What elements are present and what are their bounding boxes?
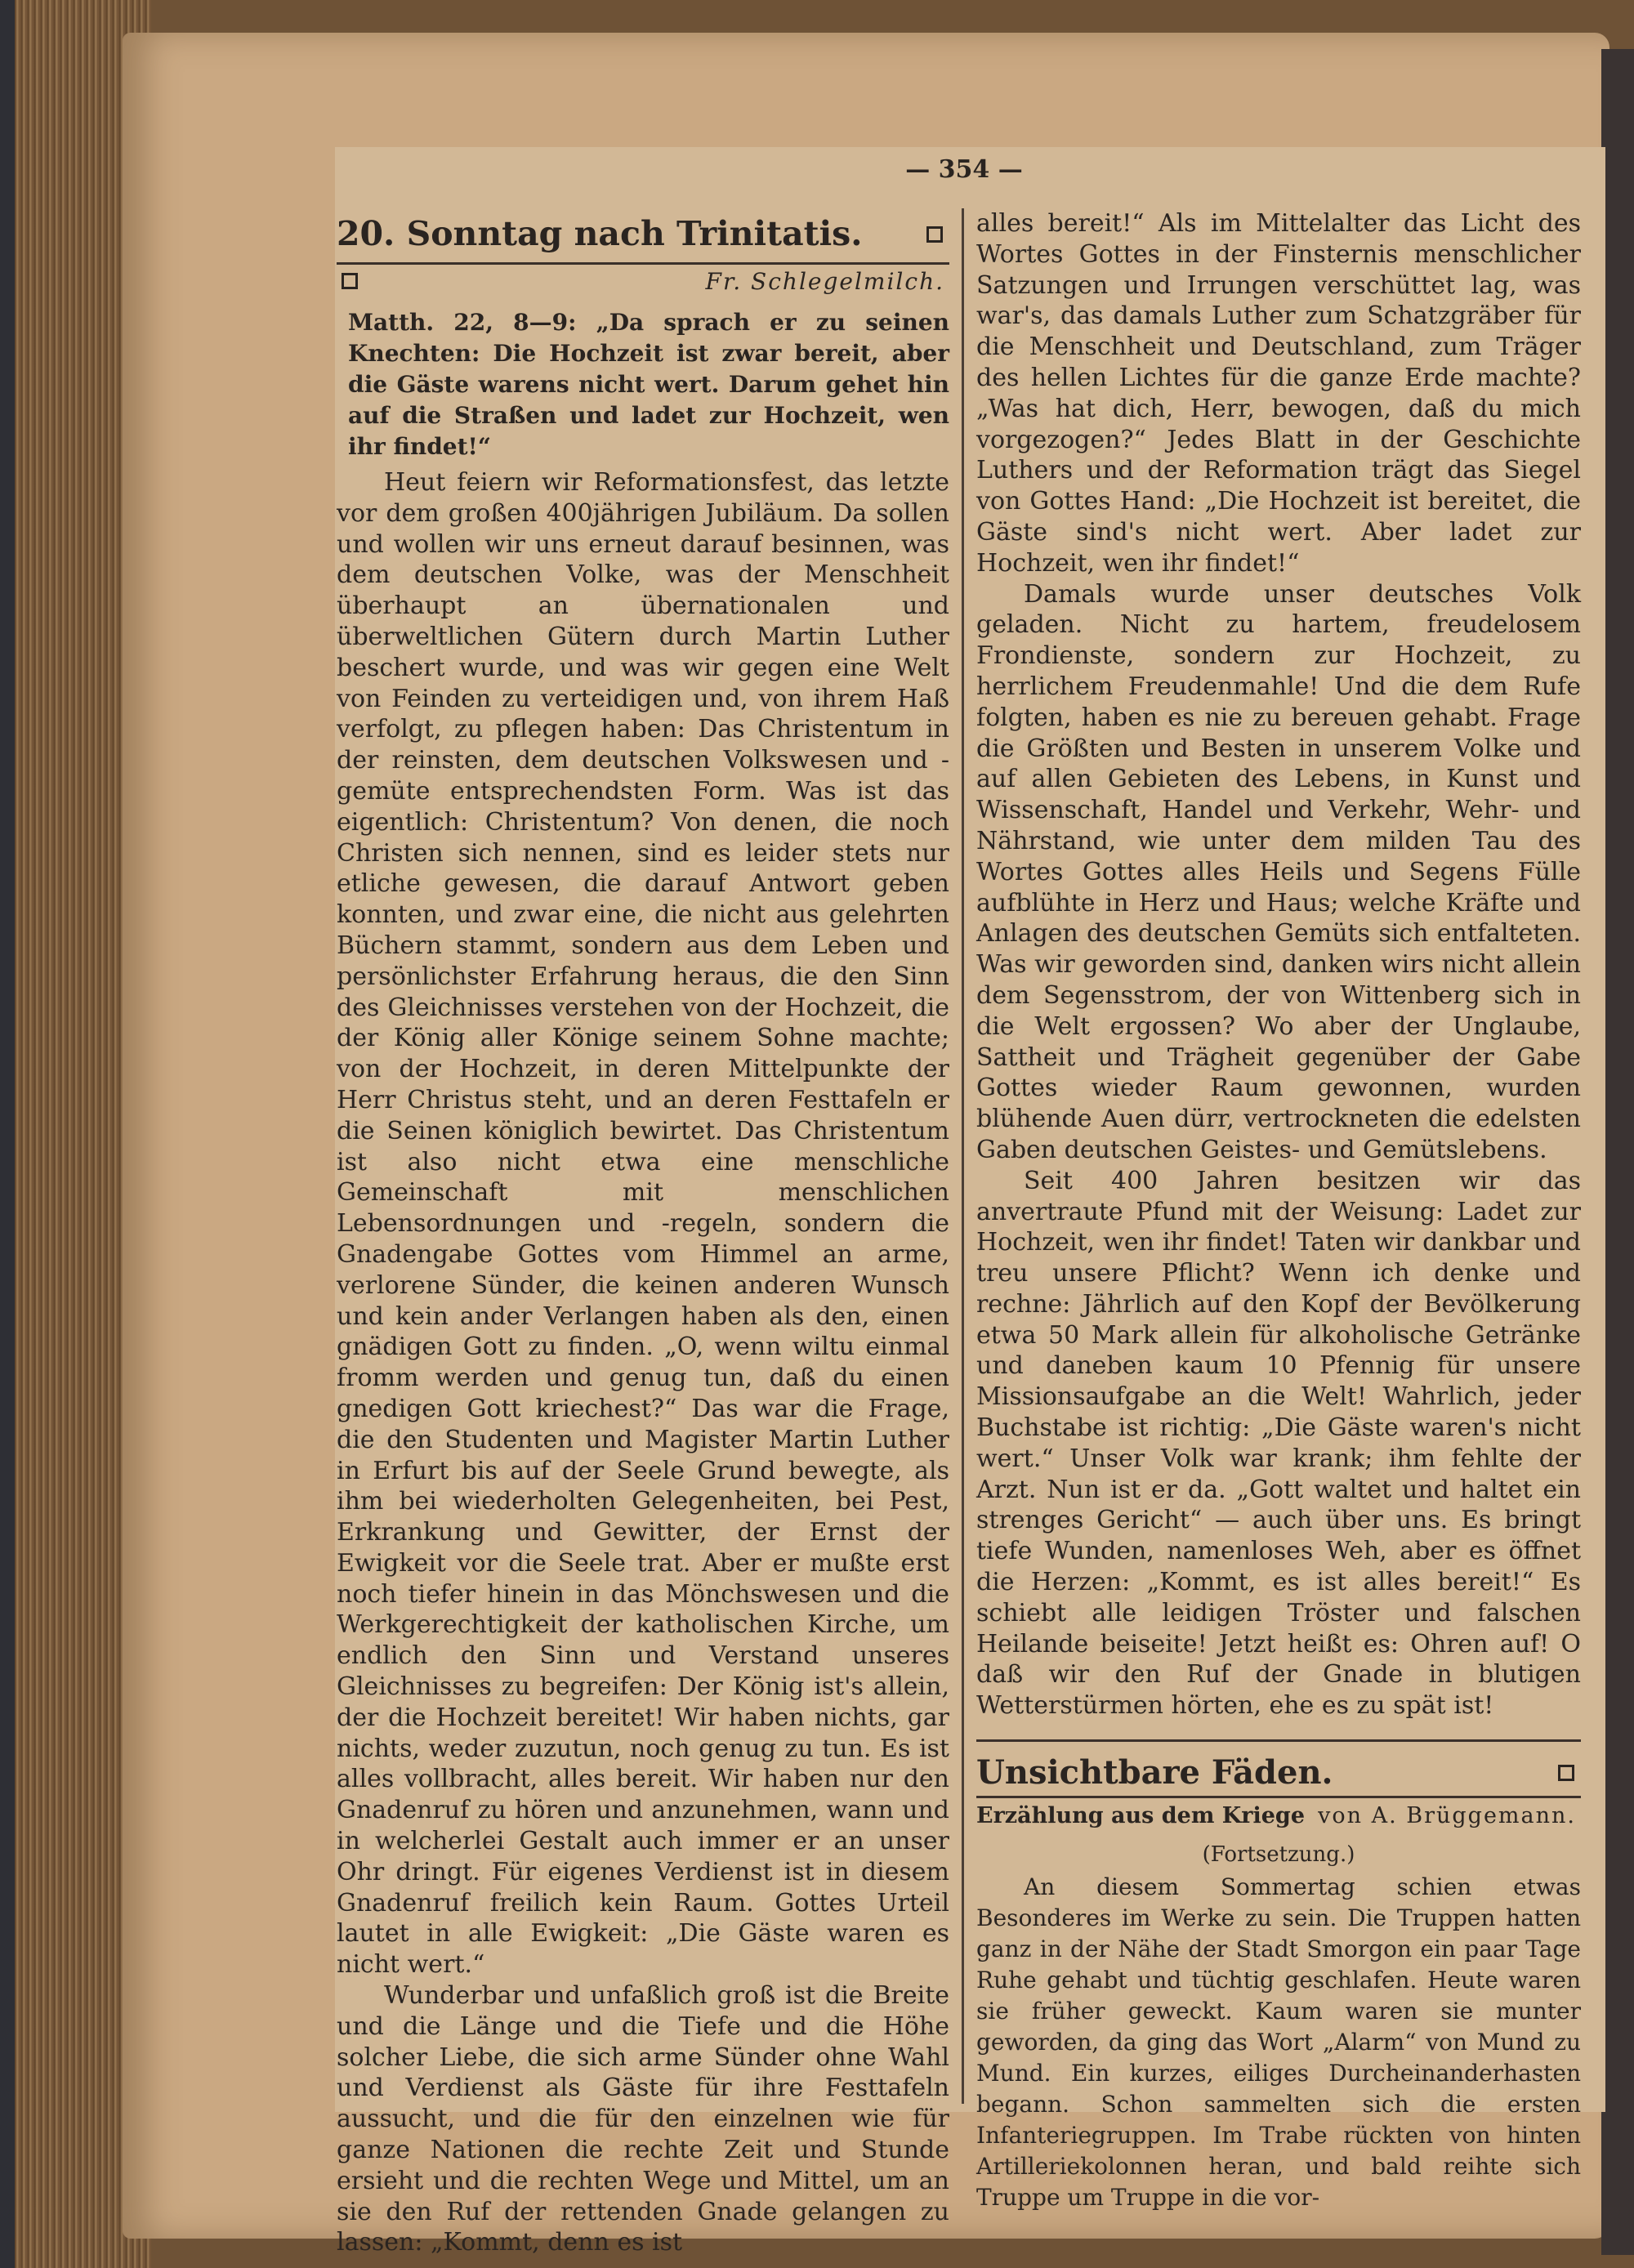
facing-page-edge	[1601, 49, 1634, 2255]
story-title: Unsichtbare Fäden.	[976, 1753, 1333, 1793]
scripture-quote: Matth. 22, 8—9: „Da sprach er zu seinen Knechten: Die Hochzeit ist zwar bereit, aber die Gäste warens nicht wert. Darum gehet hin auf die Straßen und ladet zur Hochzeit, wen ihr findet!“	[348, 309, 949, 460]
story-subtitle: Erzählung aus dem Kriege	[976, 1803, 1305, 1829]
page-number: — 354 —	[905, 155, 1023, 184]
ornament-square-icon	[926, 226, 943, 243]
column-divider	[962, 208, 964, 2104]
story-author: von A. Brüggemann.	[1318, 1803, 1576, 1829]
author-row	[337, 268, 949, 301]
paragraph: Heut feiern wir Reformationsfest, das letzte vor dem großen 400jährigen Jubiläum. Da sollen und wollen wir uns erneut darauf besinnen, was dem deutschen Volke, was der Menschheit überhaupt an übernationalen und überweltlichen Gütern durch Martin Luther beschert wurde, und was wir gegen eine Welt von Feinden zu verteidigen und, von ihrem Haß verfolgt, zu pflegen haben: Das Christentum in der reinsten, dem deutschen Volkswesen und -gemüte entsprechendsten Form. Was ist das eigentlich: Christentum? Von denen, die noch Christen sich nennen, sind es leider stets nur etliche gewesen, die darauf Antwort geben konnten, und zwar eine, die nicht aus gelehrten Büchern stammt, sondern aus dem Leben und persönlichster Erfahrung heraus, die den Sinn des Gleichnisses verstehen von der Hochzeit, die der König aller Könige seinem Sohne machte; von der Hochzeit, in deren Mittelpunkte der Herr Christus steht, und an deren Festtafeln er die Seinen königlich bewirtet. Das Christentum ist also nicht etwa eine menschliche Gemeinschaft mit menschlichen Lebensordnungen und -regeln, sondern die Gnadengabe Gottes vom Himmel an arme, verlorene Sünder, die keinen anderen Wunsch und kein ander Verlangen haben als den, einen gnädigen Gott zu finden. „O, wenn wiltu einmal fromm werden und genug tun, daß du einen gnedigen Gott kriechest?“ Das war die Frage, die den Studenten und Magister Martin Luther in Erfurt bis auf der Seele Grund bewegte, als ihm bei wiederholten Gelegenheiten, bei Pest, Erkrankung und Gewitter, der Ernst der Ewigkeit vor die Seele trat. Aber er mußte erst noch tiefer hinein in das Mönchswesen und die Werkgerechtigkeit der katholischen Kirche, um endlich den Sinn und Verstand unseres Gleichnisses zu begreifen: Der König ist's allein, der die Hochzeit bereitet! Wir haben nichts, gar nichts, weder zuzutun, noch genug zu tun. Es ist alles vollbracht, alles bereit. Wir haben nur den Gnadenruf zu hören und anzunehmen, wann und in welcherlei Gestalt auch immer er an unser Ohr dringt. Für eigenes Verdienst ist in diesem Gnadenruf freilich kein Raum. Gottes Urteil lautet in alle Ewigkeit: „Die Gäste waren es nicht wert.“	[337, 468, 949, 1980]
paragraph: Seit 400 Jahren besitzen wir das anvertraute Pfund mit der Weisung: Ladet zur Hochzeit, wen ihr findet! Taten wir dankbar und treu unsere Pflicht? Wenn ich denke und rechne: Jährlich auf den Kopf der Bevölkerung etwa 50 Mark allein für alkoholische Getränke und daneben kaum 10 Pfennig für unsere Missionsaufgabe an die Welt! Wahrlich, jeder Buchstabe ist richtig: „Die Gäste waren's nicht wert.“ Unser Volk war krank; ihm fehlte der Arzt. Nun ist er da. „Gott waltet und haltet ein strenges Gericht“ — auch über uns. Es bringt tiefe Wunden, namenloses Weh, aber es öffnet die Herzen: „Kommt, es ist alles bereit!“ Es schiebt alle leidigen Tröster und falschen Heilande beiseite! Jetzt heißt es: Ohren auf! O daß wir den Ruf der Gnade in blutigen Wetterstürmen hörten, ehe es zu spät ist!	[976, 1166, 1581, 1721]
ornament-square-icon	[342, 273, 358, 289]
book-cover-edge	[0, 0, 15, 2268]
ornament-square-icon	[1558, 1765, 1574, 1781]
sermon-title: 20. Sonntag nach Trinitatis.	[337, 208, 949, 265]
section-divider	[976, 1739, 1581, 1742]
sermon-author: Fr. Schlegelmilch.	[705, 268, 944, 295]
paragraph: alles bereit!“ Als im Mittelalter das Licht des Wortes Gottes in der Finsternis menschlicher Satzungen und Irrungen verschüttet lag, was war's, das damals Luther zum Schatzgräber für die Menschheit und Deutschland, zum Träger des hellen Lichtes für die ganze Erde machte? „Was hat dich, Herr, bewogen, daß du mich vorgezogen?“ Jedes Blatt in der Geschichte Luthers und der Reformation trägt das Siegel von Gottes Hand: „Die Hochzeit ist bereitet, die Gäste sind's nicht wert. Aber ladet zur Hochzeit, wen ihr findet!“	[976, 209, 1581, 578]
paragraph: Wunderbar und unfaßlich groß ist die Breite und die Länge und die Tiefe und die Höhe solcher Liebe, die sich arme Sünder ohne Wahl und Verdienst als Gäste für ihre Festtafeln aussucht, und die für den einzelnen wie für ganze Nationen die rechte Zeit und Stunde ersieht und die rechten Wege und Mittel, um an sie den Ruf der rettenden Gnade gelangen zu lassen: „Kommt, denn es ist	[337, 1981, 949, 2257]
continuation-note: (Fortsetzung.)	[1202, 1842, 1355, 1868]
paragraph: Damals wurde unser deutsches Volk geladen. Nicht zu hartem, freudelosem Frondienste, sondern zur Hochzeit, zu herrlichem Freudenmahle! Und die dem Rufe folgten, haben es nie zu bereuen gehabt. Frage die Größten und Besten in unserem Volke und auf allen Gebieten des Lebens, in Kunst und Wissenschaft, Handel und Verkehr, Wehr- und Nährstand, wie unter dem milden Tau des Wortes Gottes alles Heils und Segens Fülle aufblühte in Herz und Haus; welche Kräfte und Anlagen des deutschen Gemüts sich entfalteten. Was wir geworden sind, danken wirs nicht allein dem Segensstrom, der von Wittenberg sich in die Welt ergossen? Wo aber der Unglaube, Sattheit und Trägheit gegenüber der Gabe Gottes wieder Raum gewonnen, wurden blühende Auen dürr, vertrockneten die edelsten Gaben deutschen Geistes- und Gemütslebens.	[976, 579, 1581, 1164]
story-text: An diesem Sommertag schien etwas Besonderes im Werke zu sein. Die Truppen hatten ganz in der Nähe der Stadt Smorgon ein paar Tage Ruhe gehabt und tüchtig geschlafen. Heute waren sie früher geweckt. Kaum waren sie munter geworden, da ging das Wort „Alarm“ von Mund zu Mund. Ein kurzes, eiliges Durcheinanderhasten begann. Schon sammelten sich die ersten Infanteriegruppen. Im Trabe rückten von hinten Artilleriekolonnen heran, und bald reihte sich Truppe um Truppe in die vor-	[976, 1873, 1581, 2212]
story-byline	[976, 1798, 1581, 1834]
right-column	[976, 208, 1581, 2213]
sermon-header	[337, 208, 949, 265]
story-title-row	[976, 1750, 1581, 1798]
left-column	[337, 208, 949, 2258]
